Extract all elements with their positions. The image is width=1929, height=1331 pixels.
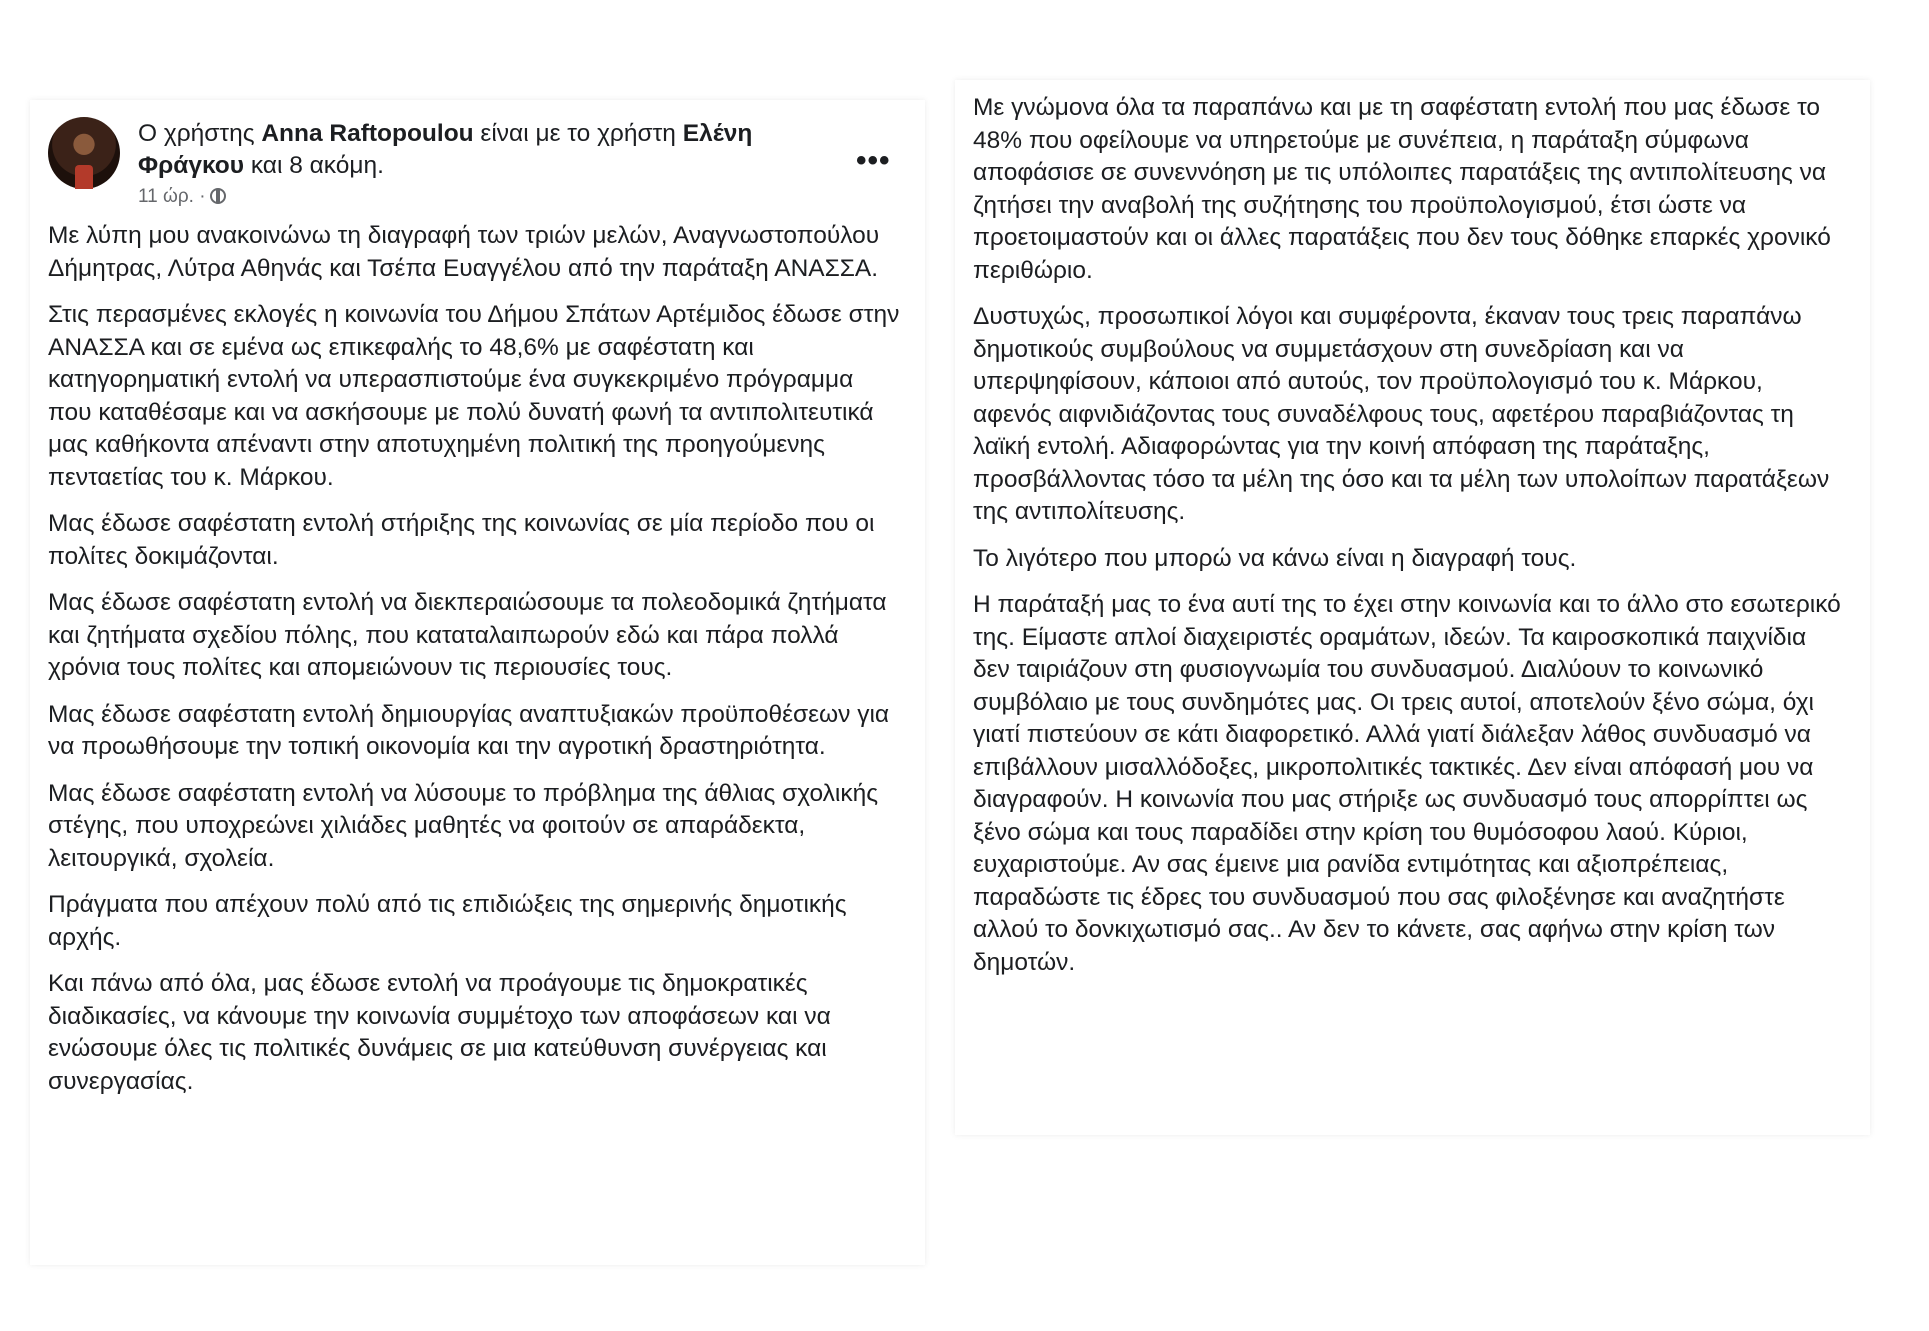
paragraph: Με γνώμονα όλα τα παραπάνω και με τη σαφέστατη εντολή που μας έδωσε το 48% που οφείλουμε να υπηρετούμε με συνέπεια, η παράταξη σύμφωνα αποφάσισε σε συνεννόηση με τις υπόλοιπες παρατάξεις της αντιπολίτευσης να ζητήσει την αναβολή της συζήτησης του προϋπολογισμού, έτσι ώστε να προετοιμαστούν και οι άλλες παρατάξεις που δεν τους δόθηκε επαρκές χρονικό περιθώριο. [973,94,1831,284]
author-name[interactable]: Anna Raftopoulou [261,120,474,147]
globe-icon[interactable] [210,188,226,204]
paragraph: Μας έδωσε σαφέστατη εντολή στήριξης της κοινωνίας σε μία περίοδο που οι πολίτες δοκιμάζονται. [48,510,875,570]
paragraph: Δυστυχώς, προσωπικοί λόγοι και συμφέροντα, έκαναν τους τρεις παραπάνω δημοτικούς συμβούλους να συμμετάσχουν στη συνεδρίαση και να υπερψηφίσουν, κάποιοι από αυτούς, τον προϋπολογισμό του κ. Μάρκου, αφενός αιφνιδιάζοντας τους συναδέλφους τους, αφετέρου παραβιάζοντας τη λαϊκή εντολή. Αδιαφορώντας για την κοινή απόφαση της παράταξης, προσβάλλοντας τόσο τα μέλη της όσο και τα μέλη των υπολοίπων παρατάξεων της αντιπολίτευσης. [973,303,1830,525]
avatar[interactable] [48,117,120,189]
avatar-figure [75,165,93,189]
paragraph: Στις περασμένες εκλογές η κοινωνία του Δήμου Σπάτων Αρτέμιδος έδωσε στην ΑΝΑΣΣΑ και σε εμένα ως επικεφαλής το 48,6% με σαφέστατη και κατηγορηματική εντολή να υπερασπιστούμε ένα συγκεκριμένο πρόγραμμα που καταθέσαμε και να ασκήσουμε με πολύ δυνατή φωνή τα αντιπολιτευτικά μας καθήκοντα απέναντι στην αποτυχημένη πολιτική της προηγούμενης πενταετίας του κ. Μάρκου. [48,301,900,491]
paragraph: Το λιγότερο που μπορώ να κάνω είναι η διαγραφή τους. [973,544,1577,572]
post-body-right [955,80,1870,979]
post-header [30,100,925,220]
ellipsis-icon[interactable]: ••• [856,144,891,177]
post-time[interactable]: 11 ώρ. · [138,186,206,207]
header-middle: είναι με το χρήστη [473,120,683,147]
post-card-left [30,100,925,1265]
post-card-right [955,80,1870,1135]
paragraph: Μας έδωσε σαφέστατη εντολή δημιουργίας αναπτυξιακών προϋποθέσεων για να προωθήσουμε την τοπική οικονομία και την αγροτική δραστηριότητα. [48,700,890,760]
post-header-text [138,118,858,182]
paragraph: Μας έδωσε σαφέστατη εντολή να λύσουμε το πρόβλημα της άθλιας σχολικής στέγης, που υποχρεώνει χιλιάδες μαθητές να φοιτούν σε απαράδεκτα, λειτουργικά, σχολεία. [48,779,879,872]
post-body-left [30,220,925,1098]
paragraph: Πράγματα που απέχουν πολύ από τις επιδιώξεις της σημερινής δημοτικής αρχής. [48,891,847,951]
tagged-user[interactable]: Ελένη Φράγκου [138,120,753,179]
paragraph: Μας έδωσε σαφέστατη εντολή να διεκπεραιώσουμε τα πολεοδομικά ζητήματα και ζητήματα σχεδίου πόλης, που καταταλαιπωρούν εδώ και πάρα πολλά χρόνια τους πολίτες και απομειώνουν τις περιουσίες τους. [48,589,887,681]
header-suffix[interactable]: και 8 ακόμη. [244,152,384,179]
header-prefix: Ο χρήστης [138,120,262,147]
paragraph: Η παράταξή μας το ένα αυτί της το έχει στην κοινωνία και το άλλο στο εσωτερικό της. Είμαστε απλοί διαχειριστές οραμάτων, ιδεών. Τα καιροσκοπικά παιχνίδια δεν ταιριάζουν στη φυσιογνωμία του συνδυασμού. Διαλύουν το κοινωνικό συμβόλαιο με τους συνδημότες μας. Οι τρεις αυτοί, αποτελούν ξένο σώμα, όχι γιατί πιστεύουν σε κάτι διαφορετικό. Αλλά γιατί διάλεξαν λάθος συνδυασμό να επιβάλλουν μισαλλόδοξες, μικροπολιτικές τακτικές. Δεν είναι απόφασή μου να διαγραφούν. Η κοινωνία που μας στήριξε ως συνδυασμό τους απορρίπτει ως ξένο σώμα και τους παραδίδει στην κρίση του θυμόσοφου λαού. Κύριοι, ευχαριστούμε. Αν σας έμεινε μια ρανίδα εντιμότητας και αξιοπρέπειας, παραδώστε τις έδρες του συνδυασμού που σας φιλοξένησε και αναζητήστε αλλού το δονκιχωτισμό σας.. Αν δεν το κάνετε, σας αφήνω στην κρίση των δημοτών. [973,591,1841,976]
post-meta [138,186,226,208]
paragraph: Και πάνω από όλα, μας έδωσε εντολή να προάγουμε τις δημοκρατικές διαδικασίες, να κάνουμε την κοινωνία συμμέτοχο των αποφάσεων και να ενώσουμε όλες τις πολιτικές δυνάμεις σε μια κατεύθυνση συνέργειας και συνεργασίας. [48,970,831,1095]
paragraph: Με λύπη μου ανακοινώνω τη διαγραφή των τριών μελών, Αναγνωστοπούλου Δήμητρας, Λύτρα Αθηνάς και Τσέπα Ευαγγέλου από την παράταξη ΑΝΑΣΣΑ. [48,222,880,282]
